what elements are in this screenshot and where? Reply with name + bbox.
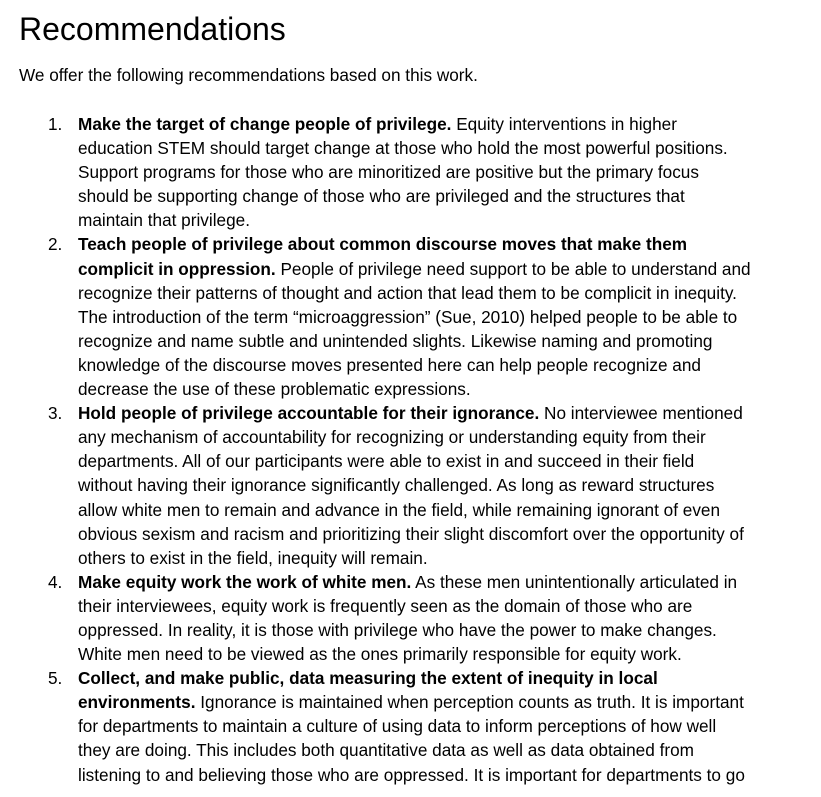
recommendation-body: recognize their patterns of thought and action that lead them to be complicit in inequity. xyxy=(78,282,737,303)
recommendation-title: Make the target of change people of privilege. xyxy=(78,114,452,134)
recommendations-list xyxy=(0,112,821,787)
recommendation-number: 4. xyxy=(48,571,63,592)
recommendation-text xyxy=(78,570,800,666)
recommendation-text xyxy=(78,232,800,401)
recommendation-title: Hold people of privilege accountable for their ignorance. xyxy=(78,403,540,424)
recommendation-body: Equity interventions in higher xyxy=(451,114,677,134)
recommendation-body: their interviewees, equity work is frequently seen as the domain of those who are xyxy=(78,595,693,616)
recommendation-body: listening to and believing those who are oppressed. It is important for departments to go xyxy=(78,764,745,785)
recommendation-title: Teach people of privilege about common discourse moves that make them xyxy=(78,234,688,255)
text-line xyxy=(78,618,800,642)
text-line xyxy=(78,353,800,377)
recommendation-item xyxy=(0,666,800,786)
recommendation-body: departments. All of our participants were able to exist in and succeed in their field xyxy=(78,451,695,472)
recommendation-body: education STEM should target change at those who hold the most powerful positions. xyxy=(78,138,728,159)
recommendation-body: maintain that privilege. xyxy=(78,210,250,231)
text-line xyxy=(78,449,800,473)
recommendation-body: obvious sexism and racism and prioritizing their slight discomfort over the opportunity of xyxy=(78,523,744,544)
recommendation-text xyxy=(78,401,800,570)
text-line xyxy=(78,714,800,738)
recommendation-body: As these men unintentionally articulated in xyxy=(411,571,738,592)
recommendation-item xyxy=(0,401,800,570)
recommendation-body: White men need to be viewed as the ones primarily responsible for equity work. xyxy=(78,644,682,665)
recommendation-title: Collect, and make public, data measuring the extent of inequity in local xyxy=(78,668,658,689)
recommendation-body: People of privilege need support to be able to understand and xyxy=(275,258,751,279)
recommendation-number: 1. xyxy=(48,114,63,134)
text-line xyxy=(78,425,800,449)
text-line xyxy=(78,570,800,594)
text-line xyxy=(78,690,800,714)
text-line xyxy=(78,498,800,522)
text-line xyxy=(78,666,800,690)
recommendation-body: oppressed. In reality, it is those with privilege who have the power to make changes. xyxy=(78,619,717,640)
recommendation-body: others to exist in the field, inequity will remain. xyxy=(78,547,428,568)
recommendation-number: 3. xyxy=(48,403,63,424)
text-line xyxy=(78,522,800,546)
text-line xyxy=(78,257,800,281)
page-title: Recommendations xyxy=(19,11,286,47)
text-line xyxy=(78,763,800,787)
text-line xyxy=(78,136,800,160)
text-line xyxy=(78,401,800,425)
recommendation-body: No interviewee mentioned xyxy=(539,403,743,424)
text-line xyxy=(78,112,800,136)
text-line xyxy=(78,305,800,329)
recommendation-body: for departments to maintain a culture of using data to inform perceptions of how well xyxy=(78,716,717,737)
recommendation-body: should be supporting change of those who are privileged and the structures that xyxy=(78,186,685,207)
text-line xyxy=(78,473,800,497)
recommendation-body: without having their ignorance significantly challenged. As long as reward structures xyxy=(78,475,715,496)
intro-paragraph: We offer the following recommendations based on this work. xyxy=(19,65,478,85)
text-line xyxy=(78,642,800,666)
recommendation-item xyxy=(0,112,800,232)
recommendation-body: they are doing. This includes both quantitative data as well as data obtained from xyxy=(78,740,694,761)
recommendation-title: Make equity work the work of white men. xyxy=(78,571,412,592)
recommendation-text xyxy=(78,112,800,232)
text-line xyxy=(78,232,800,256)
recommendation-number: 2. xyxy=(48,234,63,255)
text-line xyxy=(78,208,800,232)
text-line xyxy=(78,184,800,208)
text-line xyxy=(78,377,800,401)
recommendation-body: any mechanism of accountability for recognizing or understanding equity from their xyxy=(78,427,706,448)
recommendation-body: allow white men to remain and advance in the field, while remaining ignorant of even xyxy=(78,499,721,520)
recommendation-title: complicit in oppression. xyxy=(78,258,276,279)
text-line xyxy=(78,738,800,762)
recommendation-number: 5. xyxy=(48,668,63,689)
recommendation-body: Ignorance is maintained when perception counts as truth. It is important xyxy=(195,692,744,713)
recommendation-body: knowledge of the discourse moves presented here can help people recognize and xyxy=(78,354,701,375)
text-line xyxy=(78,546,800,570)
recommendation-body: Support programs for those who are minoritized are positive but the primary focus xyxy=(78,162,699,183)
text-line xyxy=(78,329,800,353)
recommendation-body: decrease the use of these problematic expressions. xyxy=(78,379,471,400)
text-line xyxy=(78,594,800,618)
recommendation-body: recognize and name subtle and unintended slights. Likewise naming and promoting xyxy=(78,330,713,351)
recommendation-body: The introduction of the term “microaggression” (Sue, 2010) helped people to be able to xyxy=(78,306,738,327)
text-line xyxy=(78,160,800,184)
recommendation-item xyxy=(0,232,800,401)
recommendation-text xyxy=(78,666,800,786)
recommendation-item xyxy=(0,570,800,666)
text-line xyxy=(78,281,800,305)
recommendation-title: environments. xyxy=(78,692,196,713)
